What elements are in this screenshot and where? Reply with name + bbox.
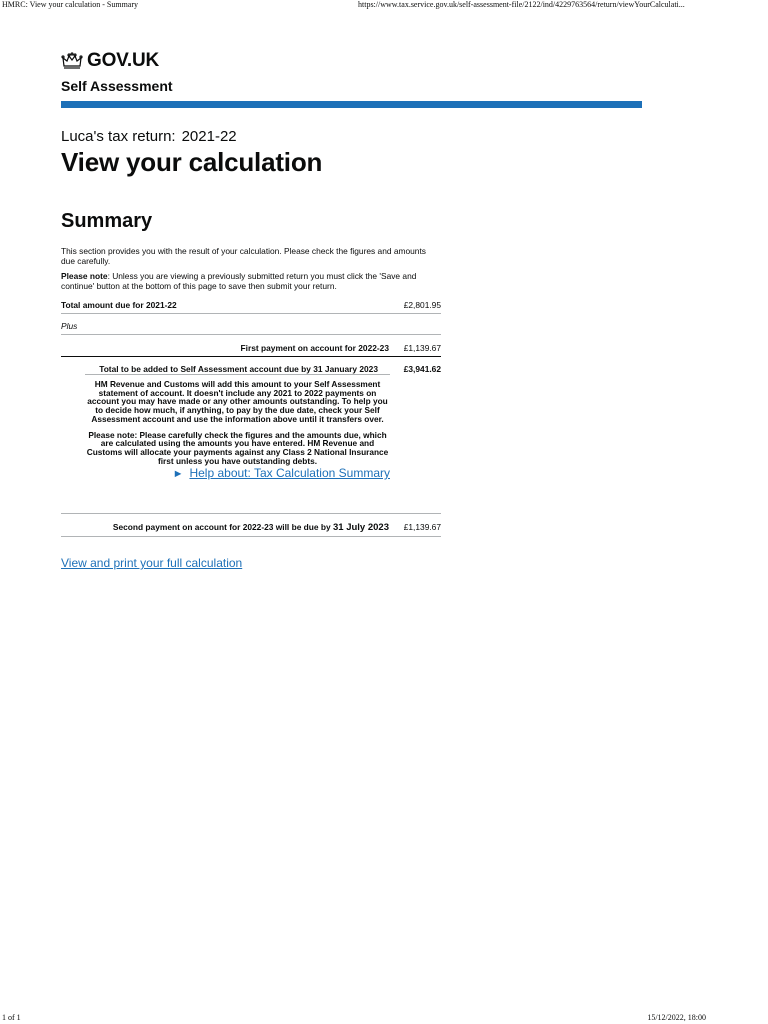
- govuk-logo-text: GOV.UK: [87, 50, 160, 71]
- grand-total-row: [85, 357, 441, 374]
- first-payment-label: First payment on account for 2022-23: [240, 343, 389, 353]
- caption-owner: Luca's tax return:: [61, 128, 176, 145]
- crown-icon: [61, 52, 83, 70]
- total-amount-value: £2,801.95: [403, 300, 441, 310]
- help-summary-link[interactable]: Help about: Tax Calculation Summary: [189, 466, 390, 481]
- section-title: Summary: [61, 210, 153, 232]
- info-paragraph: [85, 380, 390, 424]
- caption-year: 2021-22: [181, 128, 237, 145]
- triangle-right-icon[interactable]: ►: [172, 468, 184, 481]
- first-payment-row: [61, 335, 441, 357]
- print-url: https://www.tax.service.gov.uk/self-assessment-file/2122/ind/4229763564/return/viewYourCalculati...: [358, 0, 685, 9]
- print-page-title: HMRC: View your calculation - Summary: [2, 0, 139, 9]
- intro-note-text: : Unless you are viewing a previously submitted return you must click the 'Save and continue' button at the bottom of this page to save then submit your return.: [61, 271, 417, 291]
- service-name[interactable]: Self Assessment: [61, 78, 173, 94]
- print-footer: [0, 1013, 768, 1024]
- second-payment-row: [61, 513, 441, 537]
- print-page-number: 1 of 1: [2, 1013, 21, 1022]
- intro-paragraph: This section provides you with the result of your calculation. Please check the figures and amounts due carefully.: [61, 246, 426, 266]
- second-payment-text: Second payment on account for 2022-23 will be due by: [112, 522, 333, 533]
- second-payment-value: £1,139.67: [403, 522, 441, 533]
- info-note-text: Please carefully check the figures and the amounts due, which are calculated using the amounts you have entered. HM Revenue and Customs will allocate your payments against any Class 2 National Insurance first unless you have outstanding debts.: [86, 429, 389, 466]
- page-title: View your calculation: [61, 147, 323, 177]
- page-content: [61, 46, 642, 570]
- payment-info-text: [85, 374, 390, 479]
- intro-note-label: Please note: [61, 271, 108, 281]
- print-datetime: 15/12/2022, 18:00: [647, 1013, 706, 1022]
- help-details[interactable]: [85, 466, 390, 481]
- total-amount-label: Total amount due for 2021-22: [61, 300, 177, 310]
- grand-total-value: £3,941.62: [403, 364, 441, 374]
- first-payment-value: £1,139.67: [403, 343, 441, 353]
- intro-note: [61, 272, 441, 291]
- info-text-part1: HM Revenue and Customs will add this amount to your Self Assessment statement of account. It doesn't include any 2021 to 2022 payments on account you may have made: [87, 379, 381, 407]
- plus-row: [61, 314, 441, 335]
- second-payment-label: [113, 522, 389, 533]
- total-amount-row: [61, 294, 441, 314]
- print-header: [0, 0, 768, 12]
- info-text-part2: any other amounts outstanding. To help you to decide how much, if anything, to pay by the due date, check your Self Assessment account and use the information above until it transfers over.: [91, 396, 388, 424]
- second-payment-date: 31 July 2023: [333, 522, 389, 534]
- govuk-header: [61, 46, 642, 108]
- calculation-summary-table: [61, 294, 441, 537]
- info-note-label: Please note:: [88, 429, 138, 440]
- intro-text: [61, 247, 441, 291]
- info-note: [85, 431, 390, 466]
- page-caption: [61, 128, 642, 145]
- view-full-calculation-link[interactable]: View and print your full calculation: [61, 556, 243, 571]
- plus-label: Plus: [61, 321, 78, 331]
- govuk-logo-link[interactable]: [61, 50, 159, 72]
- info-or: or: [202, 396, 211, 407]
- grand-total-label: Total to be added to Self Assessment account due by 31 January 2023: [99, 364, 378, 374]
- header-blue-bar: [61, 101, 642, 108]
- full-calculation-section: [61, 556, 642, 570]
